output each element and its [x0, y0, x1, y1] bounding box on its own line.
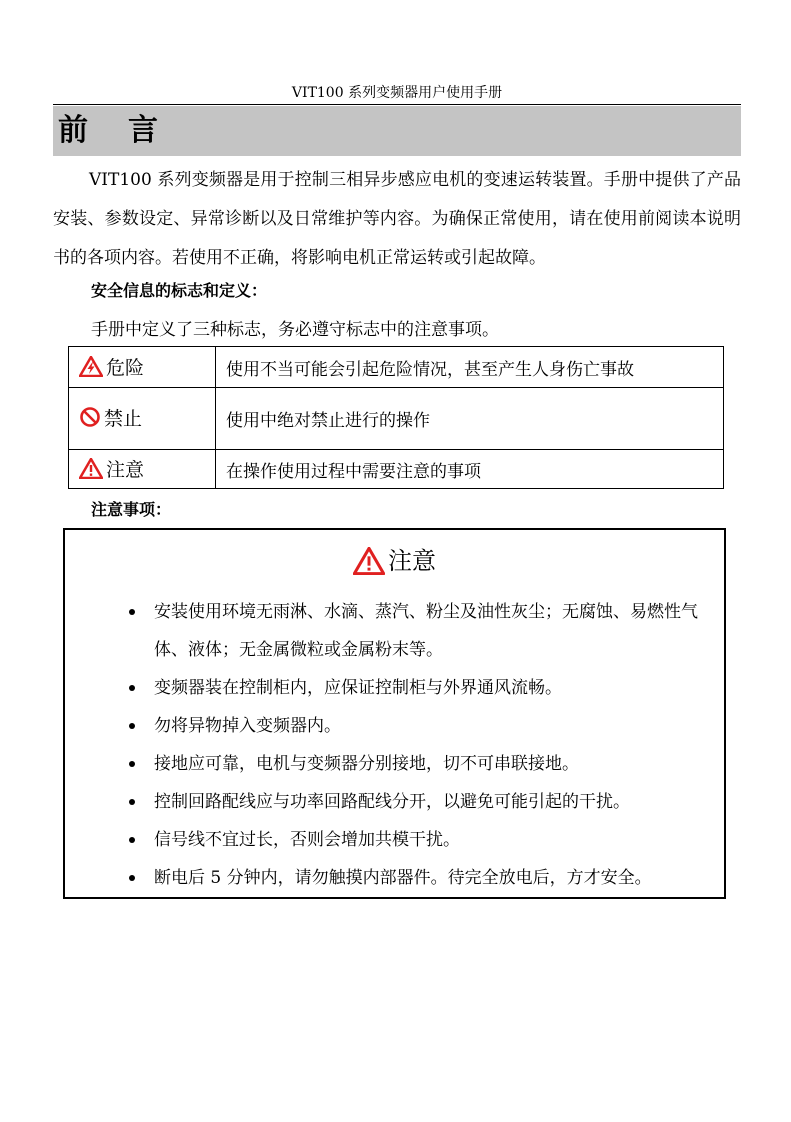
- intro-text: VIT100 系列变频器是用于控制三相异步感应电机的变速运转装置。手册中提供了产品安装、参数设定、异常诊断以及日常维护等内容。为确保正常使用，请在使用前阅读本说明书的各项内容。若使用不正确，将影响电机正常运转或引起故障。: [53, 170, 741, 268]
- list-item: 接地应可靠，电机与变频器分别接地，切不可串联接地。: [123, 745, 723, 783]
- list-item: 变频器装在控制柜内，应保证控制柜与外界通风流畅。: [123, 669, 723, 707]
- danger-triangle-icon: [79, 356, 103, 377]
- table-row: [69, 347, 724, 388]
- running-header: VIT100 系列变频器用户使用手册: [291, 85, 503, 101]
- safety-lead: 手册中定义了三种标志，务必遵守标志中的注意事项。: [91, 320, 499, 340]
- list-item: 安装使用环境无雨淋、水滴、蒸汽、粉尘及油性灰尘；无腐蚀、易燃性气体、液体；无金属微粒或金属粉末等。: [123, 593, 723, 669]
- prohibit-icon: [79, 406, 101, 428]
- section-title: 前言: [58, 113, 198, 148]
- list-item: 信号线不宜过长，否则会增加共模干扰。: [123, 821, 723, 859]
- notice-box: [63, 528, 726, 899]
- notice-box-title-text: 注意: [388, 547, 436, 575]
- symbol-label: 禁止: [104, 407, 143, 430]
- notice-box-title: [65, 544, 724, 584]
- symbol-cell: [69, 450, 216, 489]
- symbol-description: 使用不当可能会引起危险情况，甚至产生人身伤亡事故: [216, 347, 724, 388]
- symbol-description: 在操作使用过程中需要注意的事项: [216, 450, 724, 489]
- safety-heading: 安全信息的标志和定义：: [91, 281, 268, 300]
- symbol-cell: [69, 388, 216, 450]
- list-item: 断电后 5 分钟内，请勿触摸内部器件。待完全放电后，方才安全。: [123, 859, 723, 897]
- list-item: 控制回路配线应与功率回路配线分开，以避免可能引起的干扰。: [123, 783, 723, 821]
- notice-list: [123, 593, 723, 897]
- notice-heading: 注意事项：: [91, 500, 172, 519]
- header-rule: [53, 104, 741, 105]
- safety-symbol-table: [68, 346, 724, 489]
- symbol-label: 危险: [106, 356, 145, 379]
- symbol-label: 注意: [106, 458, 145, 481]
- caution-triangle-icon: [353, 547, 385, 575]
- table-row: [69, 450, 724, 489]
- table-row: [69, 388, 724, 450]
- symbol-cell: [69, 347, 216, 388]
- list-item: 勿将异物掉入变频器内。: [123, 707, 723, 745]
- section-title-bar: [53, 106, 741, 156]
- caution-triangle-icon: [79, 458, 103, 479]
- symbol-description: 使用中绝对禁止进行的操作: [216, 388, 724, 450]
- intro-paragraph: [53, 161, 741, 278]
